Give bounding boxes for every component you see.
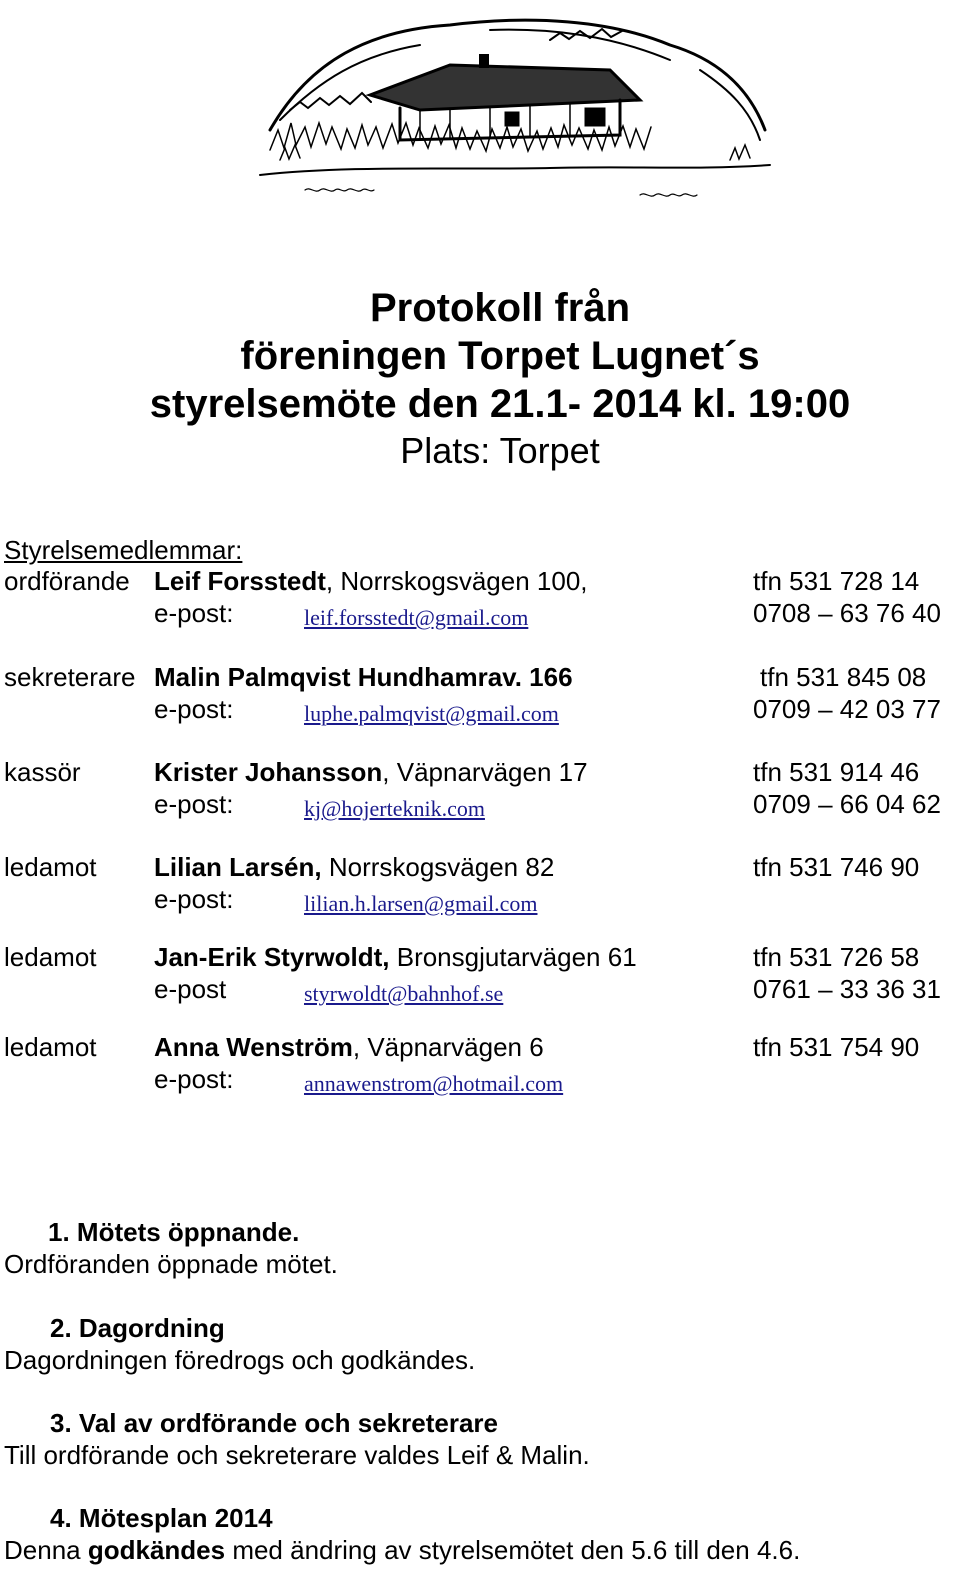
member-mobile: 0709 – 42 03 77 [753, 694, 941, 724]
member-address: , Väpnarvägen 6 [352, 1032, 544, 1062]
member-email-link[interactable]: styrwoldt@bahnhof.se [304, 981, 504, 1006]
member-role: ledamot [4, 942, 97, 972]
cottage-sketch-image [250, 0, 780, 210]
member-role: ledamot [4, 1032, 97, 1062]
member-name: Krister Johansson [154, 757, 383, 787]
member-name: Leif Forsstedt [154, 566, 326, 596]
agenda-text-bold: godkändes [87, 1535, 226, 1565]
member-mobile: 0761 – 33 36 31 [753, 974, 941, 1004]
member-name: Lilian Larsén, [154, 852, 322, 882]
member-name: Jan-Erik Styrwoldt, [154, 942, 390, 972]
member-mobile: 0708 – 63 76 40 [753, 598, 941, 628]
email-label: e-post: [154, 884, 234, 914]
member-phone: tfn 531 726 58 [753, 942, 920, 972]
member-phone: tfn 531 754 90 [753, 1032, 920, 1062]
member-name-line [154, 565, 588, 597]
meeting-place: Plats: Torpet [400, 430, 600, 471]
title-line-3: styrelsemöte den 21.1- 2014 kl. 19:00 [149, 382, 851, 426]
agenda-item-heading: 3. Val av ordförande och sekreterare [50, 1408, 498, 1438]
email-label: e-post: [154, 694, 234, 724]
member-email-link[interactable]: kj@hojerteknik.com [304, 796, 485, 821]
member-role: ordförande [4, 566, 130, 596]
agenda-item-text: Ordföranden öppnade mötet. [4, 1249, 338, 1279]
member-address: , Norrskogsvägen 100, [325, 566, 588, 596]
agenda-item-text [4, 1534, 800, 1566]
member-email-link[interactable]: annawenstrom@hotmail.com [304, 1071, 564, 1096]
member-email-link[interactable]: leif.forsstedt@gmail.com [304, 605, 529, 630]
member-name: Malin Palmqvist Hundhamrav. 166 [154, 662, 573, 692]
member-name-line [154, 756, 588, 788]
member-name: Anna Wenström [154, 1032, 353, 1062]
member-role: ledamot [4, 852, 97, 882]
member-phone: tfn 531 914 46 [753, 757, 920, 787]
agenda-text-post: med ändring av styrelsemötet den 5.6 till den 4.6. [225, 1535, 801, 1565]
member-mobile: 0709 – 66 04 62 [753, 789, 941, 819]
member-address: Bronsgjutarvägen 61 [389, 942, 637, 972]
member-role: kassör [4, 757, 81, 787]
document-title-block [0, 284, 960, 474]
title-line-1: Protokoll från [369, 286, 631, 330]
member-address: , Väpnarvägen 17 [382, 757, 588, 787]
member-name-line [154, 941, 637, 973]
member-email-link[interactable]: lilian.h.larsen@gmail.com [304, 891, 538, 916]
email-label: e-post: [154, 1064, 234, 1094]
member-email-link[interactable]: luphe.palmqvist@gmail.com [304, 701, 559, 726]
agenda-item-heading: 1. Mötets öppnande. [48, 1217, 300, 1247]
member-address: Norrskogsvägen 82 [321, 852, 555, 882]
members-heading: Styrelsemedlemmar: [4, 535, 243, 565]
member-phone: tfn 531 845 08 [760, 662, 927, 692]
agenda-text-pre: Denna [4, 1535, 88, 1565]
email-label: e-post: [154, 789, 234, 819]
member-name-line [154, 851, 554, 883]
member-name-line [154, 661, 573, 693]
agenda-item-heading: 4. Mötesplan 2014 [50, 1503, 273, 1533]
agenda-item-heading: 2. Dagordning [50, 1313, 225, 1343]
agenda-item-text: Till ordförande och sekreterare valdes Leif & Malin. [4, 1440, 590, 1470]
member-phone: tfn 531 728 14 [753, 566, 920, 596]
title-line-2: föreningen Torpet Lugnet´s [240, 334, 760, 378]
agenda-item-text: Dagordningen föredrogs och godkändes. [4, 1345, 476, 1375]
member-phone: tfn 531 746 90 [753, 852, 920, 882]
email-label: e-post: [154, 598, 234, 628]
member-role: sekreterare [4, 662, 136, 692]
email-label: e-post [154, 974, 227, 1004]
member-name-line [154, 1031, 544, 1063]
